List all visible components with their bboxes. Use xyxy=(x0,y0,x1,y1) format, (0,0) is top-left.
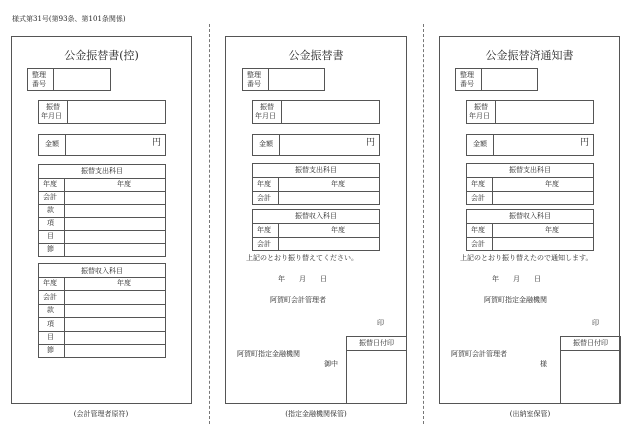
recipient-name: 阿賀町指定金融機関 xyxy=(237,350,300,358)
income-title: 振替収入科目 xyxy=(509,212,551,220)
transfer-date-label-2: 年月日 xyxy=(41,112,62,120)
row-label: 会計 xyxy=(257,240,271,248)
yen-label: 円 xyxy=(579,138,589,148)
transfer-date-box xyxy=(38,100,166,124)
recipient-suffix: 様 xyxy=(540,360,547,368)
seal-mark: 印 xyxy=(592,319,599,327)
recipient-suffix: 御中 xyxy=(324,360,338,368)
yen-label: 円 xyxy=(365,138,375,148)
form-number-label: 様式第31号(第93条、第101条関係) xyxy=(12,15,126,23)
row-label: 目 xyxy=(47,232,54,240)
row-label: 節 xyxy=(47,346,54,354)
row-label: 目 xyxy=(47,333,54,341)
reference-label-2: 番号 xyxy=(247,80,261,88)
row-label: 項 xyxy=(47,219,54,227)
transfer-date-label-2: 年月日 xyxy=(469,112,490,120)
expenditure-section xyxy=(38,164,166,257)
panel-copy xyxy=(11,36,192,404)
panel-title: 公金振替書 xyxy=(288,49,344,62)
fiscal-year-label: 年度 xyxy=(545,180,559,188)
income-section xyxy=(38,263,166,358)
panel-title: 公金振替書(控) xyxy=(64,49,139,62)
row-label: 年度 xyxy=(257,226,271,234)
panel-caption: (指定金融機関保管) xyxy=(285,410,347,418)
date-line: 年 月 日 xyxy=(492,275,541,283)
cut-line-2 xyxy=(423,24,424,424)
recipient-name: 阿賀町会計管理者 xyxy=(451,350,507,358)
reference-number-box xyxy=(455,68,538,91)
amount-box xyxy=(252,134,380,156)
reference-label: 整理 xyxy=(247,71,261,79)
reference-number-box xyxy=(27,68,111,91)
fiscal-year-label: 年度 xyxy=(545,226,559,234)
income-section xyxy=(252,209,380,251)
instruction-note: 上記のとおり振り替えてください。 xyxy=(246,254,358,262)
fiscal-year-label: 年度 xyxy=(117,279,131,287)
expenditure-section xyxy=(466,163,594,205)
amount-box xyxy=(38,134,166,156)
amount-label: 金額 xyxy=(473,140,487,148)
yen-label: 円 xyxy=(151,138,161,148)
row-label: 年度 xyxy=(471,180,485,188)
transfer-date-box xyxy=(466,100,594,124)
row-label: 年度 xyxy=(257,180,271,188)
row-label: 会計 xyxy=(471,194,485,202)
row-label: 年度 xyxy=(471,226,485,234)
instruction-note: 上記のとおり振り替えたので通知します。 xyxy=(460,254,593,262)
row-label: 会計 xyxy=(43,193,57,201)
row-label: 年度 xyxy=(43,279,57,287)
amount-box xyxy=(466,134,594,156)
expenditure-title: 振替支出科目 xyxy=(81,167,123,175)
reference-label: 整理 xyxy=(32,71,46,79)
row-label: 節 xyxy=(47,245,54,253)
transfer-date-label: 振替 xyxy=(46,103,60,111)
row-label: 款 xyxy=(47,306,54,314)
transfer-stamp-box xyxy=(560,336,621,404)
issuer-name: 阿賀町指定金融機関 xyxy=(484,296,547,304)
fiscal-year-label: 年度 xyxy=(331,180,345,188)
row-label: 項 xyxy=(47,320,54,328)
panel-caption: (会計管理者原符) xyxy=(73,410,129,418)
transfer-stamp-box xyxy=(346,336,407,404)
row-label: 会計 xyxy=(43,293,57,301)
seal-mark: 印 xyxy=(377,319,384,327)
fiscal-year-label: 年度 xyxy=(117,180,131,188)
expenditure-title: 振替支出科目 xyxy=(509,166,551,174)
transfer-date-label: 振替 xyxy=(260,103,274,111)
amount-label: 金額 xyxy=(45,140,59,148)
row-label: 款 xyxy=(47,206,54,214)
reference-number-box xyxy=(242,68,325,91)
transfer-date-label: 振替 xyxy=(474,103,488,111)
transfer-date-box xyxy=(252,100,380,124)
panel-transfer xyxy=(225,36,407,404)
stamp-label: 振替日付印 xyxy=(359,339,394,347)
panel-caption: (出納室保管) xyxy=(509,410,551,418)
reference-label: 整理 xyxy=(460,71,474,79)
income-title: 振替収入科目 xyxy=(295,212,337,220)
row-label: 会計 xyxy=(257,194,271,202)
expenditure-title: 振替支出科目 xyxy=(295,166,337,174)
reference-label-2: 番号 xyxy=(460,80,474,88)
transfer-date-label-2: 年月日 xyxy=(255,112,276,120)
expenditure-section xyxy=(252,163,380,205)
date-line: 年 月 日 xyxy=(278,275,327,283)
panel-notice xyxy=(439,36,620,404)
reference-label-2: 番号 xyxy=(32,80,46,88)
amount-label: 金額 xyxy=(259,140,273,148)
stamp-label: 振替日付印 xyxy=(573,339,608,347)
panel-title: 公金振替済通知書 xyxy=(485,49,574,62)
row-label: 会計 xyxy=(471,240,485,248)
cut-line-1 xyxy=(209,24,210,424)
fiscal-year-label: 年度 xyxy=(331,226,345,234)
income-title: 振替収入科目 xyxy=(81,267,123,275)
income-section xyxy=(466,209,594,251)
issuer-name: 阿賀町会計管理者 xyxy=(270,296,326,304)
row-label: 年度 xyxy=(43,180,57,188)
